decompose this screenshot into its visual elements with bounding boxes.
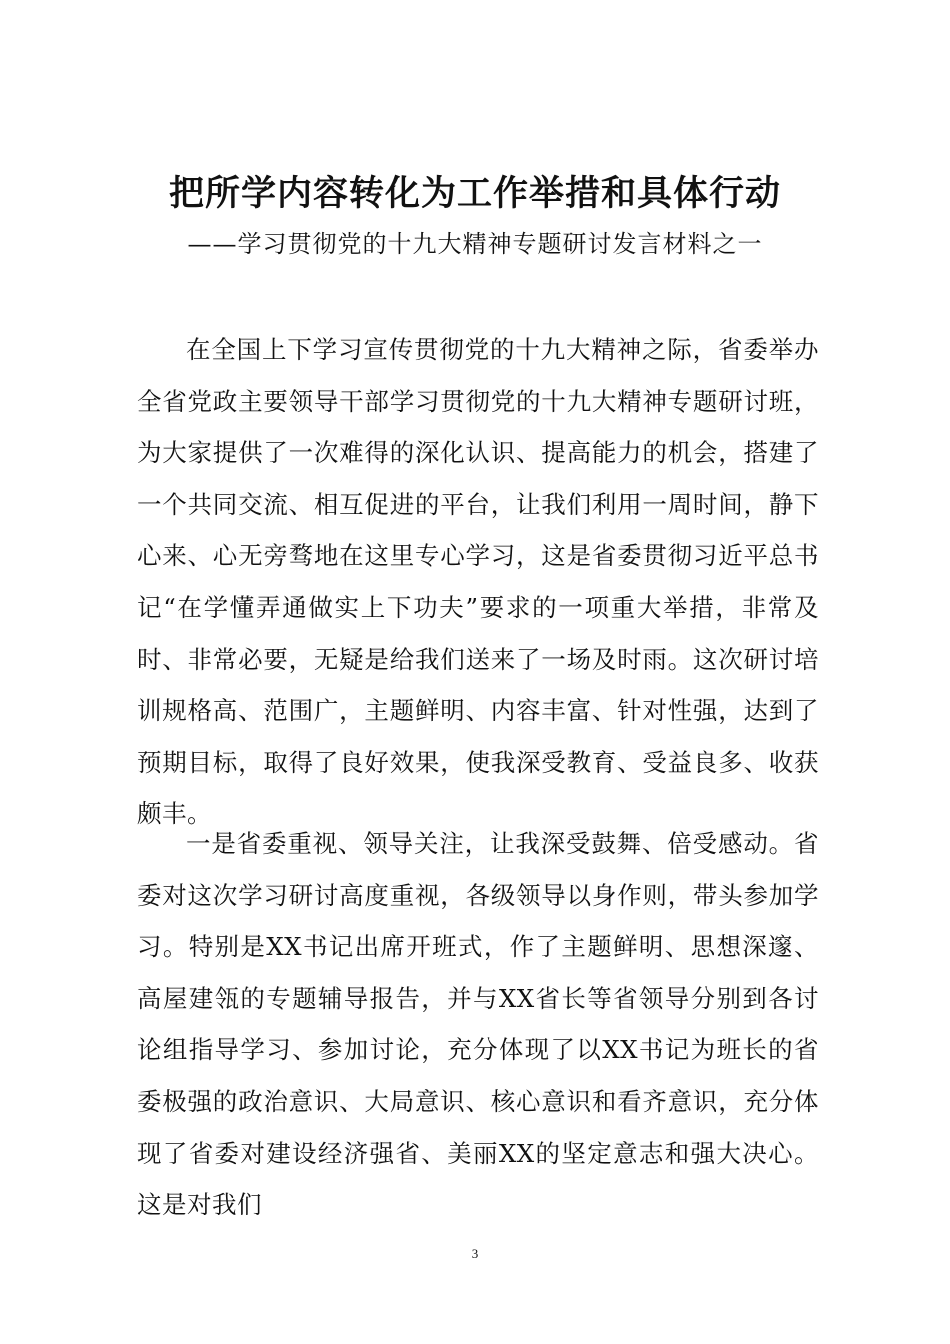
document-subtitle: ——学习贯彻党的十九大精神专题研讨发言材料之一 (187, 230, 763, 258)
body-paragraph: 一是省委重视、领导关注，让我深受鼓舞、倍受感动。省委对这次学习研讨高度重视，各级领导以身作则，带头参加学习。特别是XX书记出席开班式，作了主题鲜明、思想深邃、高屋建瓴的专题辅导报告，并与XX省长等省领导分别到各讨论组指导学习、参加讨论，充分体现了以XX书记为班长的省委极强的政治意识、大局意识、核心意识和看齐意识，充分体现了省委对建设经济强省、美丽XX的坚定意志和强大决心。这是对我们 (137, 829, 819, 1220)
document-title: 把所学内容转化为工作举措和具体行动 (168, 173, 781, 214)
page-number: 3 (471, 1246, 479, 1261)
body-paragraph: 在全国上下学习宣传贯彻党的十九大精神之际，省委举办全省党政主要领导干部学习贯彻党的十九大精神专题研讨班，为大家提供了一次难得的深化认识、提高能力的机会，搭建了一个共同交流、相互促进的平台，让我们利用一周时间，静下心来、心无旁骛地在这里专心学习，这是省委贯彻习近平总书记“在学懂弄通做实上下功夫”要求的一项重大举措，非常及时、非常必要，无疑是给我们送来了一场及时雨。这次研讨培训规格高、范围广，主题鲜明、内容丰富、针对性强，达到了预期目标，取得了良好效果，使我深受教育、受益良多、收获颇丰。 (137, 335, 819, 829)
